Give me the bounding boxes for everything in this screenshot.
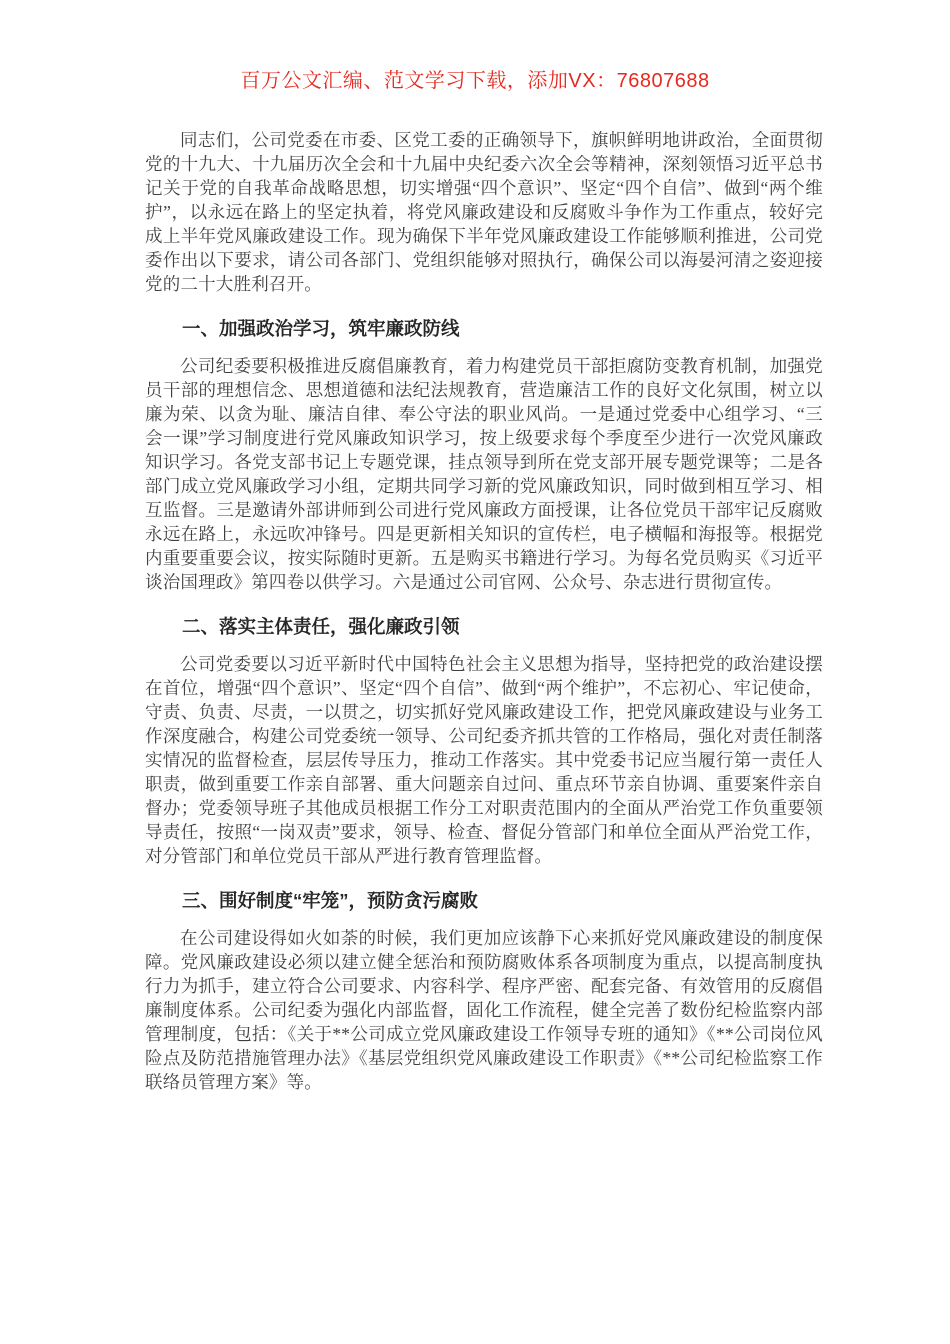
header-promo-notice: 百万公文汇编、范文学习下载，添加VX：76807688 [240, 70, 710, 92]
heading-section-2: 二、落实主体责任，强化廉政引领 [182, 616, 460, 637]
document-body [145, 128, 823, 1094]
heading-section-1: 一、加强政治学习，筑牢廉政防线 [182, 318, 460, 339]
paragraph-section-2: 公司党委要以习近平新时代中国特色社会主义思想为指导，坚持把党的政治建设摆在首位，增强“四个意识”、坚定“四个自信”、做到“两个维护”，不忘初心、牢记使命，守责、负责、尽责，一以贯之，切实抓好党风廉政建设工作，把党风廉政建设与业务工作深度融合，构建公司党委统一领导、公司纪委齐抓共管的工作格局，强化对责任制落实情况的监督检查，层层传导压力，推动工作落实。其中党委书记应当履行第一责任人职责，做到重要工作亲自部署、重大问题亲自过问、重点环节亲自协调、重要案件亲自督办；党委领导班子其他成员根据工作分工对职责范围内的全面从严治党工作负重要领导责任，按照“一岗双责”要求，领导、检查、督促分管部门和单位全面从严治党工作，对分管部门和单位党员干部从严进行教育管理监督。 [145, 654, 823, 866]
heading-section-3: 三、围好制度“牢笼”，预防贪污腐败 [182, 890, 479, 911]
paragraph-section-3: 在公司建设得如火如荼的时候，我们更加应该静下心来抓好党风廉政建设的制度保障。党风廉政建设必须以建立健全惩治和预防腐败体系各项制度为重点，以提高制度执行力为抓手，建立符合公司要求、内容科学、程序严密、配套完备、有效管用的反腐倡廉制度体系。公司纪委为强化内部监督，固化工作流程，健全完善了数份纪检监察内部管理制度，包括：《关于**公司成立党风廉政建设工作领导专班的通知》《**公司岗位风险点及防范措施管理办法》《基层党组织党风廉政建设工作职责》《**公司纪检监察工作联络员管理方案》等。 [145, 928, 823, 1092]
paragraph-section-1: 公司纪委要积极推进反腐倡廉教育，着力构建党员干部拒腐防变教育机制，加强党员干部的理想信念、思想道德和法纪法规教育，营造廉洁工作的良好文化氛围，树立以廉为荣、以贪为耻、廉洁自律、奉公守法的职业风尚。一是通过党委中心组学习、“三会一课”学习制度进行党风廉政知识学习，按上级要求每个季度至少进行一次党风廉政知识学习。各党支部书记上专题党课，挂点领导到所在党支部开展专题党课等；二是各部门成立党风廉政学习小组，定期共同学习新的党风廉政知识，同时做到相互学习、相互监督。三是邀请外部讲师到公司进行党风廉政方面授课，让各位党员干部牢记反腐败永远在路上，永远吹冲锋号。四是更新相关知识的宣传栏，电子横幅和海报等。根据党内重要重要会议，按实际随时更新。五是购买书籍进行学习。为每名党员购买《习近平谈治国理政》第四卷以供学习。六是通过公司官网、公众号、杂志进行贯彻宣传。 [145, 356, 823, 592]
paragraph-intro: 同志们，公司党委在市委、区党工委的正确领导下，旗帜鲜明地讲政治，全面贯彻党的十九大、十九届历次全会和十九届中央纪委六次全会等精神，深刻领悟习近平总书记关于党的自我革命战略思想，切实增强“四个意识”、坚定“四个自信”、做到“两个维护”，以永远在路上的坚定执着，将党风廉政建设和反腐败斗争作为工作重点，较好完成上半年党风廉政建设工作。现为确保下半年党风廉政建设工作能够顺利推进，公司党委作出以下要求，请公司各部门、党组织能够对照执行，确保公司以海晏河清之姿迎接党的二十大胜利召开。 [145, 130, 823, 294]
